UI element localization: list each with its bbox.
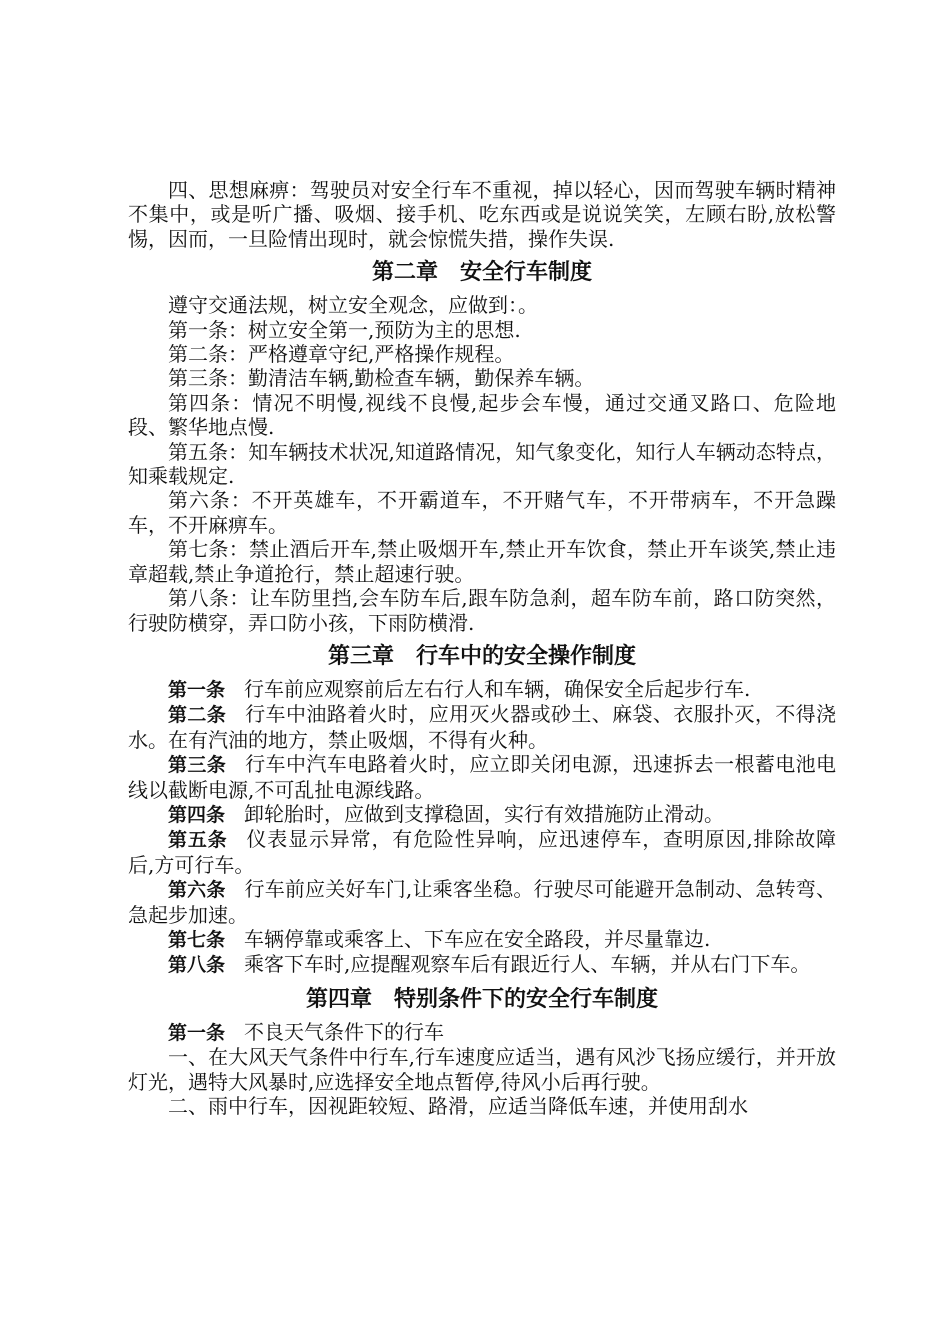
article-label: 第一条 — [168, 678, 226, 701]
article-label: 第六条 — [168, 879, 226, 902]
chapter-2-article-8: 第八条：让车防里挡,会车防车后,跟车防急刹，超车防车前，路口防突然，行驶防横穿，弄口防小孩，下雨防横滑. — [128, 586, 836, 635]
chapter-2-article-2: 第二条：严格遵章守纪,严格操作规程。 — [168, 342, 515, 367]
chapter-2-article-1: 第一条：树立安全第一,预防为主的思想. — [168, 317, 521, 342]
article-text: 仪表显示异常，有危险性异响，应迅速停车，查明原因,排除故障后,方可行车。 — [128, 827, 836, 877]
chapter-3-article-8 — [128, 952, 836, 977]
article-label: 第一条 — [168, 1021, 226, 1044]
chapter-3-article-4 — [128, 802, 836, 827]
chapter-2-title: 第二章 安全行车制度 — [371, 260, 592, 286]
chapter-3-article-7 — [128, 927, 836, 952]
chapter-2-article-7: 第七条：禁止酒后开车,禁止吸烟开车,禁止开车饮食，禁止开车谈笑,禁止违章超载,禁止争道抢行，禁止超速行驶。 — [128, 537, 836, 586]
chapter-2-article-6: 第六条：不开英雄车，不开霸道车，不开赌气车，不开带病车，不开急躁车，不开麻痹车。 — [128, 488, 836, 537]
article-label: 第七条 — [168, 928, 226, 951]
chapter-3-article-3 — [128, 752, 836, 802]
article-text: 车辆停靠或乘客上、下车应在安全路段，并尽量靠边. — [244, 926, 711, 951]
paragraph-item4: 四、思想麻痹：驾驶员对安全行车不重视，掉以轻心，因而驾驶车辆时精神不集中，或是听广播、吸烟、接手机、吃东西或是说说笑笑，左顾右盼,放松警惕，因而，一旦险情出现时，就会惊慌失措，操作失误. — [128, 178, 836, 251]
chapter-3-article-6 — [128, 877, 836, 927]
chapter-2-intro: 遵守交通法规，树立安全观念，应做到：。 — [168, 293, 538, 318]
document-body — [128, 178, 836, 1118]
article-label: 第八条 — [168, 954, 226, 977]
chapter-2-article-4: 第四条：情况不明慢,视线不良慢,起步会车慢，通过交通叉路口、危险地段、繁华地点慢. — [128, 390, 836, 440]
chapter-3-article-2 — [128, 702, 836, 752]
article-text: 行车前应关好车门,让乘客坐稳。行驶尽可能避开急制动、急转弯、急起步加速。 — [128, 877, 836, 927]
article-text: 行车中油路着火时，应用灭火器或砂土、麻袋、衣服扑灭，不得浇水。在有汽油的地方，禁止吸烟，不得有火种。 — [128, 702, 836, 752]
article-label: 第五条 — [168, 829, 228, 852]
chapter-4-item-2: 二、雨中行车，因视距较短、路滑，应适当降低车速，并使用刮水 — [168, 1094, 748, 1118]
article-text: 乘客下车时,应提醒观察车后有跟近行人、车辆，并从右门下车。 — [244, 952, 811, 977]
chapter-3-title: 第三章 行车中的安全操作制度 — [327, 643, 636, 669]
article-text: 行车前应观察前后左右行人和车辆，确保安全后起步行车. — [244, 676, 751, 701]
article-label: 第四条 — [168, 803, 226, 826]
chapter-3-article-1 — [128, 677, 836, 702]
chapter-2-article-3: 第三条：勤清洁车辆,勤检查车辆，勤保养车辆。 — [168, 366, 595, 391]
chapter-4-article-1 — [128, 1020, 836, 1045]
article-text: 不良天气条件下的行车 — [244, 1019, 445, 1044]
article-label: 第三条 — [168, 754, 227, 777]
article-text: 行车中汽车电路着火时，应立即关闭电源，迅速拆去一根蓄电池电线以截断电源,不可乱扯电源线路。 — [128, 752, 836, 802]
article-label: 第二条 — [168, 704, 227, 727]
chapter-4-title: 第四章 特别条件下的安全行车制度 — [305, 986, 658, 1012]
chapter-4-item-1: 一、在大风天气条件中行车,行车速度应适当，遇有风沙飞扬应缓行，并开放灯光，遇特大风暴时,应选择安全地点暂停,待风小后再行驶。 — [128, 1045, 836, 1094]
chapter-3-article-5 — [128, 827, 836, 877]
chapter-2-article-5: 第五条：知车辆技术状况,知道路情况，知气象变化，知行人车辆动态特点，知乘载规定. — [128, 439, 836, 489]
article-text: 卸轮胎时，应做到支撑稳固，实行有效措施防止滑动。 — [244, 801, 725, 826]
